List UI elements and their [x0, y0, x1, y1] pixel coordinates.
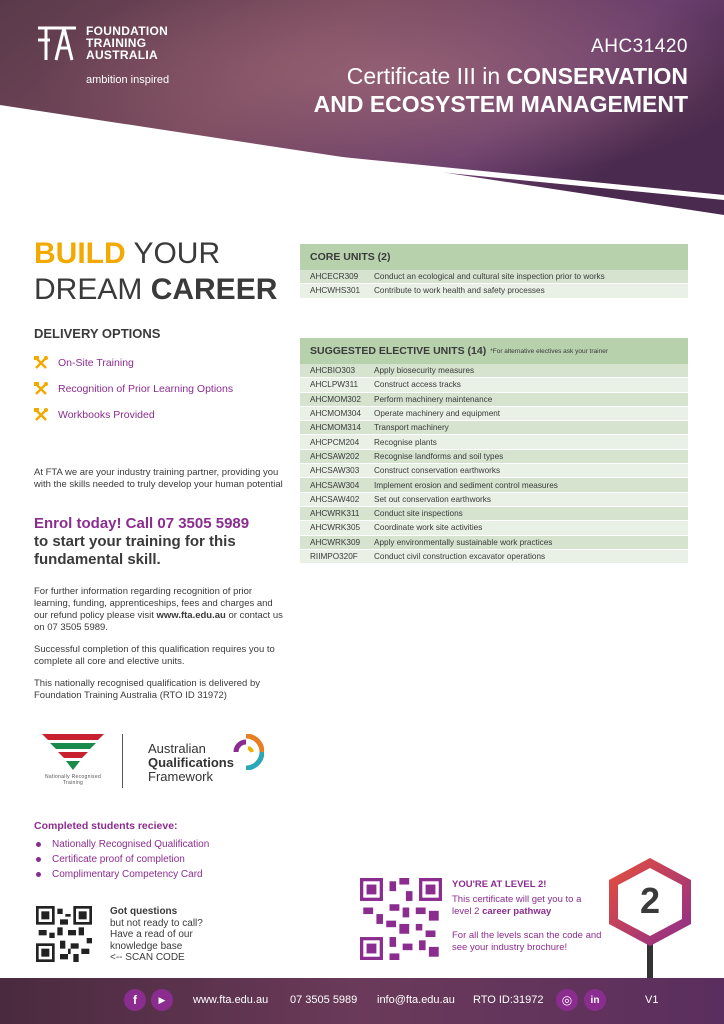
unit-code: AHCPCM204	[310, 437, 360, 447]
completion-paragraph: Successful completion of this qualification requires you to complete all core and elective units.	[34, 644, 275, 667]
unit-code: AHCWRK309	[310, 537, 361, 547]
completed-item-label: Certificate proof of completion	[52, 854, 185, 865]
unit-code: AHCECR309	[310, 272, 359, 282]
fta-logo[interactable]	[36, 24, 168, 62]
unit-code: AHCWRK311	[310, 509, 360, 519]
rto-paragraph: This nationally recognised qualification is delivered by Foundation Training Australia (RTO ID 31972)	[34, 678, 261, 701]
level-scan-text: For all the levels scan the code and see your industry brochure!	[452, 930, 602, 953]
course-code: AHC31420	[591, 36, 688, 57]
table-row	[300, 536, 688, 550]
further-info-text: For further information regarding recognition of prior learning, funding, apprenticeships, fees and charges and our refund policy please visit	[34, 586, 273, 621]
unit-title: Recognise plants	[374, 437, 437, 447]
table-row	[300, 421, 688, 435]
unit-title: Recognise landforms and soil types	[374, 451, 504, 461]
level-title: YOU'RE AT LEVEL 2!	[452, 879, 547, 890]
completed-list	[36, 837, 209, 882]
course-title-bold1: CONSERVATION	[506, 63, 688, 89]
footer-rto: RTO ID:31972	[473, 994, 544, 1006]
course-title	[314, 62, 688, 118]
linkedin-icon[interactable]: in	[584, 989, 606, 1011]
level-text-body: This certificate will get you to a level 2	[452, 894, 582, 917]
unit-code: AHCMOM304	[310, 409, 361, 419]
elective-units-rows	[300, 364, 688, 564]
hammer-wrench-icon	[34, 408, 48, 422]
unit-title: Perform machinery maintenance	[374, 394, 493, 404]
core-units-table	[300, 244, 688, 299]
career-pathway-qr-code[interactable]	[360, 878, 442, 960]
unit-code: AHCWHS301	[310, 286, 361, 296]
elective-units-title: SUGGESTED ELECTIVE UNITS (14)	[310, 345, 487, 357]
intro-paragraph: At FTA we are your industry training partner, providing you with the skills needed to truly develop your human potential	[34, 467, 283, 490]
unit-code: AHCMOM314	[310, 423, 361, 433]
facebook-icon[interactable]: f	[124, 989, 146, 1011]
knowledge-base-qr-code[interactable]	[36, 906, 92, 962]
unit-title: Conduct site inspections	[374, 509, 463, 519]
enrol-subline: to start your training for this fundamental skill.	[34, 533, 236, 568]
got-questions-line2: Have a read of our	[110, 929, 193, 940]
completed-item	[36, 867, 209, 882]
got-questions-line4: <-- SCAN CODE	[110, 952, 185, 963]
accreditation-logos	[40, 730, 270, 792]
footer-version: V1	[645, 994, 659, 1006]
table-row	[300, 550, 688, 564]
unit-code: AHCSAW402	[310, 494, 360, 504]
headline-your: YOUR	[125, 237, 221, 270]
enrol-callout	[34, 515, 294, 569]
enrol-call-line[interactable]: Enrol today! Call 07 3505 5989	[34, 515, 250, 532]
unit-title: Set out conservation earthworks	[374, 494, 491, 504]
unit-title: Conduct an ecological and cultural site inspection prior to works	[374, 272, 605, 282]
got-questions	[110, 906, 203, 964]
table-row	[300, 435, 688, 449]
unit-code: AHCLPW311	[310, 380, 359, 390]
delivery-options-title: DELIVERY OPTIONS	[34, 326, 161, 341]
table-row	[300, 393, 688, 407]
table-row	[300, 364, 688, 378]
brand-tagline: ambition inspired	[86, 74, 170, 86]
youtube-icon[interactable]: ▶	[151, 989, 173, 1011]
table-row	[300, 450, 688, 464]
unit-title: Contribute to work health and safety processes	[374, 286, 545, 296]
nrt-logo-icon	[40, 730, 106, 774]
aqf-line2: Qualifications	[148, 755, 234, 770]
delivery-item	[34, 402, 233, 428]
hammer-wrench-icon	[34, 382, 48, 396]
unit-title: Operate machinery and equipment	[374, 409, 501, 419]
unit-code: AHCWRK305	[310, 523, 361, 533]
footer-background	[0, 978, 724, 1024]
further-info-tail: or contact us on 07 3505 5989.	[34, 610, 283, 633]
headline-build: BUILD	[34, 237, 126, 270]
hammer-wrench-icon	[34, 356, 48, 370]
logo-divider	[122, 734, 123, 788]
course-title-bold2: AND ECOSYSTEM MANAGEMENT	[313, 91, 688, 117]
level-text-bold: career pathway	[482, 906, 552, 917]
footer-email[interactable]: info@fta.edu.au	[377, 994, 455, 1006]
completed-item-label: Complimentary Competency Card	[52, 869, 203, 880]
delivery-item-label: On-Site Training	[58, 357, 134, 369]
unit-title: Transport machinery	[374, 423, 449, 433]
unit-title: Coordinate work site activities	[374, 523, 483, 533]
aqf-line3: Framework	[148, 769, 214, 784]
nrt-line1: Nationally Recognised	[44, 774, 102, 780]
table-row	[300, 521, 688, 535]
headline	[34, 236, 277, 308]
unit-title: Apply environmentally sustainable work practices	[374, 537, 553, 547]
brand-name	[86, 25, 168, 61]
delivery-item	[34, 376, 233, 402]
level-text	[452, 894, 602, 918]
headline-dream: DREAM	[34, 273, 151, 306]
delivery-options-list	[34, 350, 233, 428]
aqf-line1: Australian	[148, 741, 206, 756]
elective-units-header	[300, 338, 688, 364]
unit-code: AHCSAW304	[310, 480, 360, 490]
nrt-line2: Training	[62, 780, 84, 786]
unit-code: AHCSAW202	[310, 451, 360, 461]
course-title-prefix: Certificate III in	[346, 63, 507, 89]
table-row	[300, 493, 688, 507]
table-row	[300, 270, 688, 284]
table-row	[300, 378, 688, 392]
completed-item	[36, 852, 209, 867]
brand-name-line2: TRAINING	[86, 36, 147, 50]
unit-title: Conduct civil construction excavator operations	[374, 552, 546, 561]
unit-title: Construct access tracks	[374, 380, 461, 390]
header-banner	[0, 0, 724, 215]
footer-website[interactable]: www.fta.edu.au	[193, 994, 269, 1006]
bullet-icon	[36, 842, 41, 847]
unit-title: Implement erosion and sediment control measures	[374, 480, 558, 490]
table-row	[300, 507, 688, 521]
got-questions-line3: knowledge base	[110, 940, 183, 952]
website-link[interactable]: www.fta.edu.au	[156, 610, 226, 621]
aqf-logo-icon	[228, 734, 264, 770]
completed-item-label: Nationally Recognised Qualification	[52, 839, 210, 850]
completed-item	[36, 837, 209, 852]
further-info-paragraph	[34, 586, 284, 634]
unit-code: AHCBIO303	[310, 366, 356, 376]
got-questions-line1: but not ready to call?	[110, 917, 203, 929]
completed-title: Completed students recieve:	[34, 820, 178, 832]
delivery-item	[34, 350, 233, 376]
bullet-icon	[36, 857, 41, 862]
brand-name-line3: AUSTRALIA	[86, 48, 159, 62]
unit-code: RIIMPO320F	[310, 552, 358, 561]
table-row	[300, 284, 688, 298]
footer	[0, 978, 724, 1024]
elective-units-note: *For alternative electives ask your trainer	[490, 347, 608, 355]
elective-units-table	[300, 338, 688, 564]
bullet-icon	[36, 872, 41, 877]
level-number: 2	[639, 880, 661, 921]
instagram-icon[interactable]: ◎	[556, 989, 578, 1011]
footer-phone[interactable]: 07 3505 5989	[290, 994, 358, 1006]
unit-title: Construct conservation earthworks	[374, 466, 501, 476]
brand-name-line1: FOUNDATION	[86, 24, 169, 38]
delivery-item-label: Recognition of Prior Learning Options	[58, 383, 234, 395]
table-row	[300, 464, 688, 478]
unit-code: AHCMOM302	[310, 394, 361, 404]
fta-logo-icon	[36, 24, 78, 62]
table-row	[300, 478, 688, 492]
unit-title: Apply biosecurity measures	[374, 366, 475, 376]
nrt-logo-text	[40, 774, 106, 786]
core-units-title: CORE UNITS (2)	[300, 244, 688, 270]
got-questions-title: Got questions	[110, 906, 178, 917]
core-units-rows	[300, 270, 688, 299]
aqf-logo-text	[148, 742, 234, 784]
delivery-item-label: Workbooks Provided	[58, 409, 155, 421]
table-row	[300, 407, 688, 421]
headline-career: CAREER	[150, 273, 278, 306]
unit-code: AHCSAW303	[310, 466, 360, 476]
